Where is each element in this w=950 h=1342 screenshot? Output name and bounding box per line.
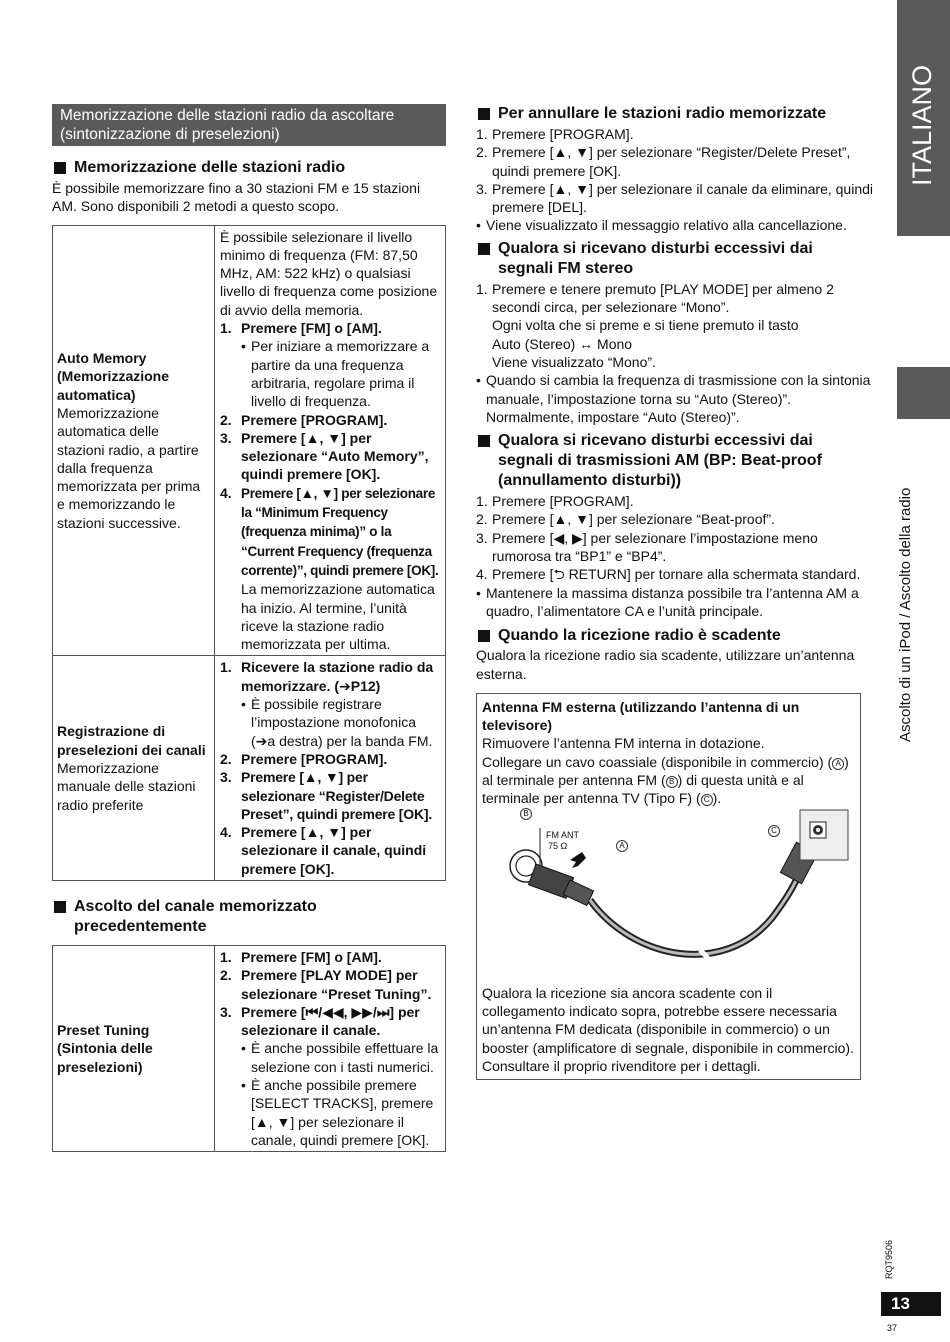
external-antenna-box: [476, 693, 861, 1080]
am-note: • Mantenere la massima distanza possibile tra l’antenna AM a quadro, l’alimentatore CA e l’unità principale.: [476, 584, 876, 621]
heading-listen-preset: Ascolto del canale memorizzato precedentemente: [52, 897, 446, 937]
auto-memory-desc: Memorizzazione automatica delle stazioni radio, a partire dalla frequenza memorizzata per prima e memorizzando le stazioni successive.: [57, 404, 201, 531]
auto-step-4-note: La memorizzazione automatica ha inizio. Al termine, l’unità riceve la stazione radio memorizzata per ultima.: [241, 581, 435, 653]
preset-step-1: 1. Premere [FM] o [AM].: [220, 948, 382, 965]
page-number: 13: [891, 1294, 910, 1313]
external-antenna-text-1: Rimuovere l’antenna FM interna in dotazione.: [482, 735, 765, 752]
heading-poor-reception: Quando la ricezione radio è scadente: [476, 626, 876, 646]
manual-preset-steps-cell: [215, 656, 446, 881]
preset-tuning-steps: [220, 948, 441, 1149]
preset-tuning-label-cell: [53, 945, 215, 1151]
manual-step-1: 1. Ricevere la stazione radio da memorizzare. (➔P12) • È possibile registrare l’impostazione monofonica (➔a destra) per la banda FM.: [220, 658, 441, 749]
fm-ant-label: FM ANT: [546, 829, 579, 840]
am-step-2: 2. Premere [▲, ▼] per selezionare “Beat-proof”.: [476, 511, 775, 528]
fm-step-1: 1. Premere e tenere premuto [PLAY MODE] per almeno 2 secondi circa, per selezionare “Mono”. Ogni volta che si preme e si tiene premuto il tasto Auto (Stereo) ↔ Mono Viene visualizzato “Mono”.: [476, 280, 834, 370]
cancel-step-3: 3. Premere [▲, ▼] per selezionare il canale da eliminare, quindi premere [DEL].: [476, 180, 874, 216]
antenna-diagram: [482, 808, 856, 978]
auto-memory-row: [53, 225, 446, 656]
am-step-4: 4. Premere [⮌ RETURN] per tornare alla schermata standard.: [476, 566, 861, 583]
storing-methods-table: [52, 225, 446, 881]
ohm-label: 75 Ω: [548, 840, 568, 851]
auto-step-3: 3. Premere [▲, ▼] per selezionare “Auto Memory”, quindi premere [OK].: [220, 429, 429, 483]
preset-step-2: 2. Premere [PLAY MODE] per selezionare “Preset Tuning”.: [220, 967, 432, 1002]
section-marker: [897, 367, 950, 419]
antenna-illustration: [482, 808, 856, 978]
manual-step-4: 4. Premere [▲, ▼] per selezionare il canale, quindi premere [OK].: [220, 824, 427, 877]
preset-tuning-row: [53, 945, 446, 1151]
auto-step-1-note: • Per iniziare a memorizzare a partire da una frequenza arbitraria, regolare prima il livello di frequenza.: [241, 337, 441, 410]
external-antenna-text-3: Qualora la ricezione sia ancora scadente con il collegamento indicato sopra, potrebbe essere necessaria un’antenna FM dedicata (disponibile in commercio) o un booster (amplificatore di segnale, disponibile in commercio). Consultare il proprio rivenditore per i dettagli.: [482, 984, 854, 1074]
preset-step-3-note-1: • È anche possibile effettuare la selezione con i tasti numerici.: [241, 1039, 441, 1076]
auto-memory-label-cell: [53, 225, 215, 656]
manual-preset-title: Registrazione di preselezioni dei canali: [57, 723, 206, 758]
preset-tuning-title: Preset Tuning (Sintonia delle preselezioni): [57, 1022, 153, 1075]
am-steps: [476, 492, 876, 583]
label-c-marker: C: [768, 825, 780, 837]
cancel-steps: [476, 125, 876, 216]
preset-tuning-steps-cell: [215, 945, 446, 1151]
heading-am-noise: Qualora si ricevano disturbi eccessivi dai segnali di trasmissioni AM (BP: Beat-proof (annullamento disturbi)): [476, 431, 876, 491]
section-label: Ascolto di un iPod / Ascolto della radio: [897, 487, 914, 742]
intro-text: È possibile memorizzare fino a 30 stazioni FM e 15 stazioni AM. Sono disponibili 2 metodi a questo scopo.: [52, 180, 421, 215]
cancel-step-1: 1. Premere [PROGRAM].: [476, 126, 634, 142]
auto-memory-steps-cell: [215, 225, 446, 656]
fm-note: • Quando si cambia la frequenza di trasmissione con la sintonia manuale, l’impostazione torna su “Auto (Stereo)”. Normalmente, impostare “Auto (Stereo)”.: [476, 371, 876, 426]
poor-reception-text: Qualora la ricezione radio sia scadente, utilizzare un’antenna esterna.: [476, 647, 855, 682]
am-step-1: 1. Premere [PROGRAM].: [476, 493, 634, 510]
preset-tuning-table: [52, 945, 446, 1152]
auto-step-4: 4. Premere [▲, ▼] per selezionare la “Minimum Frequency (frequenza minima)” o la “Current Frequency (frequenza corrente)”, quindi premere [OK]. La memorizzazione automatica ha inizio. Al termine, l’unità riceve la stazione radio memorizzata per ultima.: [220, 484, 441, 654]
manual-step-2: 2. Premere [PROGRAM].: [220, 750, 388, 767]
section-title-line2: (sintonizzazione di preselezioni): [60, 126, 280, 143]
cancel-note: • Viene visualizzato il messaggio relativo alla cancellazione.: [476, 216, 876, 234]
right-column: [476, 104, 876, 1080]
label-b-marker: B: [520, 808, 532, 820]
heading-storing: Memorizzazione delle stazioni radio: [52, 158, 446, 178]
external-antenna-text-2: Collegare un cavo coassiale (disponibile in commercio) ( A ) al terminale per antenna FM ( B ) di questa unità e al terminale per antenna TV (Tipo F) ( C ).: [482, 753, 849, 807]
am-step-3: 3. Premere [◀, ▶] per selezionare l’impostazione meno rumorosa tra “BP1” e “BP4”.: [476, 529, 818, 565]
auto-step-2: 2. Premere [PROGRAM].: [220, 411, 388, 428]
language-tab: [897, 0, 950, 236]
fm-steps: [476, 280, 876, 371]
preset-step-3-note-2: • È anche possibile premere [SELECT TRACKS], premere [▲, ▼] per selezionare il canale, quindi premere [OK].: [241, 1076, 441, 1149]
manual-preset-row: [53, 656, 446, 881]
manual-preset-label-cell: [53, 656, 215, 881]
section-title-bar: [52, 104, 446, 146]
manual-step-1-note: • È possibile registrare l’impostazione monofonica (➔a destra) per la banda FM.: [241, 695, 441, 750]
auto-step-1: 1. Premere [FM] o [AM]. • Per iniziare a memorizzare a partire da una frequenza arbitraria, regolare prima il livello di frequenza.: [220, 319, 441, 410]
manual-preset-desc: Memorizzazione manuale delle stazioni radio preferite: [57, 760, 196, 813]
manual-preset-steps: [220, 658, 441, 878]
language-label: ITALIANO: [907, 64, 937, 186]
doc-code: RQT9506: [884, 1240, 894, 1280]
section-title-line1: Memorizzazione delle stazioni radio da ascoltare: [60, 107, 395, 124]
footer-small-number: 37: [887, 1323, 898, 1333]
preset-step-3: 3. Premere [⏮/◀◀, ▶▶/⏭] per selezionare il canale. • È anche possibile effettuare la selezione con i tasti numerici. • È anche possibile premere [SELECT TRACKS], premere [▲, ▼] per selezionare il canale, quindi premere [OK].: [220, 1003, 441, 1149]
auto-memory-title: Auto Memory (Memorizzazione automatica): [57, 350, 170, 403]
left-column: [52, 104, 446, 1152]
external-antenna-title: Antenna FM esterna (utilizzando l’antenna di un televisore): [482, 698, 800, 734]
label-a-marker: A: [616, 840, 628, 852]
manual-step-3: 3. Premere [▲, ▼] per selezionare “Register/Delete Preset”, quindi premere [OK].: [220, 769, 433, 822]
page-number-box: [881, 1292, 941, 1316]
heading-cancel-preset: Per annullare le stazioni radio memorizzate: [476, 104, 876, 124]
auto-memory-steps: [220, 319, 441, 653]
auto-memory-pre: È possibile selezionare il livello minimo di frequenza (FM: 87,50 MHz, AM: 522 kHz) o qualsiasi livello di frequenza come posizione di avvio della memoria.: [220, 228, 438, 318]
heading-fm-noise: Qualora si ricevano disturbi eccessivi dai segnali FM stereo: [476, 239, 876, 279]
cancel-step-2: 2. Premere [▲, ▼] per selezionare “Register/Delete Preset”, quindi premere [OK].: [476, 144, 851, 179]
